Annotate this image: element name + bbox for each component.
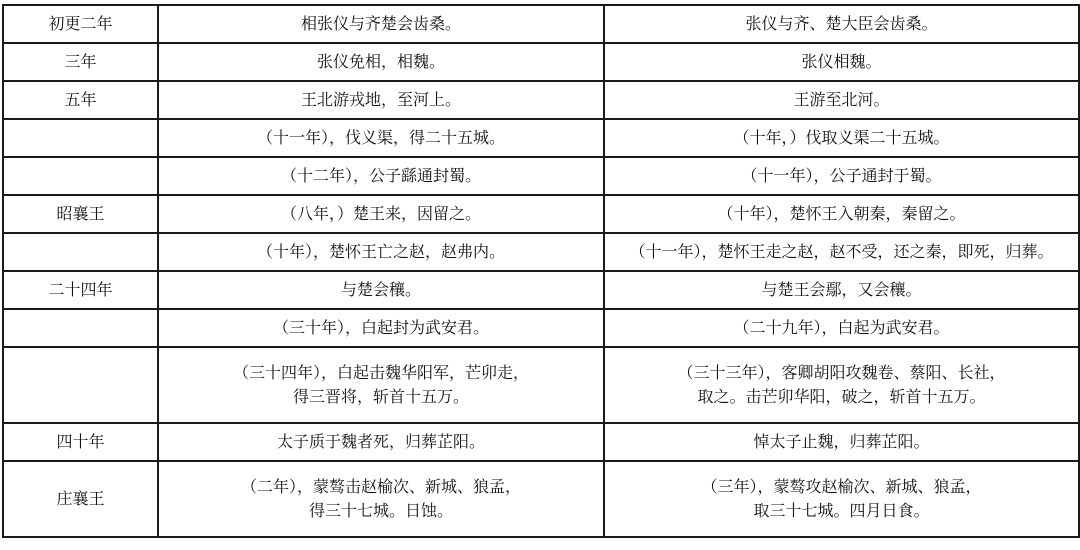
table-row [3,5,1079,43]
right-text-cell: （十年），楚怀王入朝秦，秦留之。 [604,195,1079,233]
left-text-cell: （八年，）楚王来，因留之。 [158,195,604,233]
left-text-cell: （二年），蒙骜击赵榆次、新城、狼孟， 得三十七城。日蚀。 [158,461,604,537]
right-text-cell: 王游至北河。 [604,81,1079,119]
table-row [3,461,1079,537]
right-text-cell: 悼太子止魏，归葬芷阳。 [604,423,1079,461]
left-text-cell: （三十年），白起封为武安君。 [158,309,604,347]
period-cell [3,309,158,347]
left-text-cell: 太子质于魏者死，归葬芷阳。 [158,423,604,461]
right-text-cell: 与楚王会鄢，又会穰。 [604,271,1079,309]
left-text-cell: 张仪免相，相魏。 [158,43,604,81]
period-cell [3,233,158,271]
period-cell: 昭襄王 [3,195,158,233]
right-text-cell: （三年），蒙骜攻赵榆次、新城、狼孟， 取三十七城。四月日食。 [604,461,1079,537]
comparison-table-container [2,4,1078,538]
period-cell [3,157,158,195]
period-cell [3,119,158,157]
right-text-cell: 张仪与齐、楚大臣会齿桑。 [604,5,1079,43]
chronicle-comparison-table [2,4,1080,538]
left-text-cell: （十二年），公子繇通封蜀。 [158,157,604,195]
table-row [3,309,1079,347]
period-cell: 三年 [3,43,158,81]
table-row [3,43,1079,81]
period-cell: 五年 [3,81,158,119]
left-text-cell: （十一年），伐义渠，得二十五城。 [158,119,604,157]
right-text-cell: （十一年），楚怀王走之赵，赵不受，还之秦，即死，归葬。 [604,233,1079,271]
right-text-cell: （三十三年），客卿胡阳攻魏卷、蔡阳、长社， 取之。击芒卯华阳，破之，斩首十五万。 [604,347,1079,423]
left-text-cell: （十年），楚怀王亡之赵，赵弗内。 [158,233,604,271]
left-text-cell: （三十四年），白起击魏华阳军，芒卯走， 得三晋将，斩首十五万。 [158,347,604,423]
table-row [3,233,1079,271]
left-text-cell: 与楚会穰。 [158,271,604,309]
table-row [3,119,1079,157]
table-row [3,347,1079,423]
left-text-cell: 王北游戎地，至河上。 [158,81,604,119]
table-row [3,423,1079,461]
period-cell: 四十年 [3,423,158,461]
left-text-cell: 相张仪与齐楚会齿桑。 [158,5,604,43]
period-cell: 二十四年 [3,271,158,309]
table-row [3,157,1079,195]
right-text-cell: （二十九年），白起为武安君。 [604,309,1079,347]
table-row [3,271,1079,309]
period-cell [3,347,158,423]
period-cell: 庄襄王 [3,461,158,537]
right-text-cell: （十年，）伐取义渠二十五城。 [604,119,1079,157]
table-row [3,195,1079,233]
period-cell: 初更二年 [3,5,158,43]
table-row [3,81,1079,119]
right-text-cell: （十一年），公子通封于蜀。 [604,157,1079,195]
right-text-cell: 张仪相魏。 [604,43,1079,81]
